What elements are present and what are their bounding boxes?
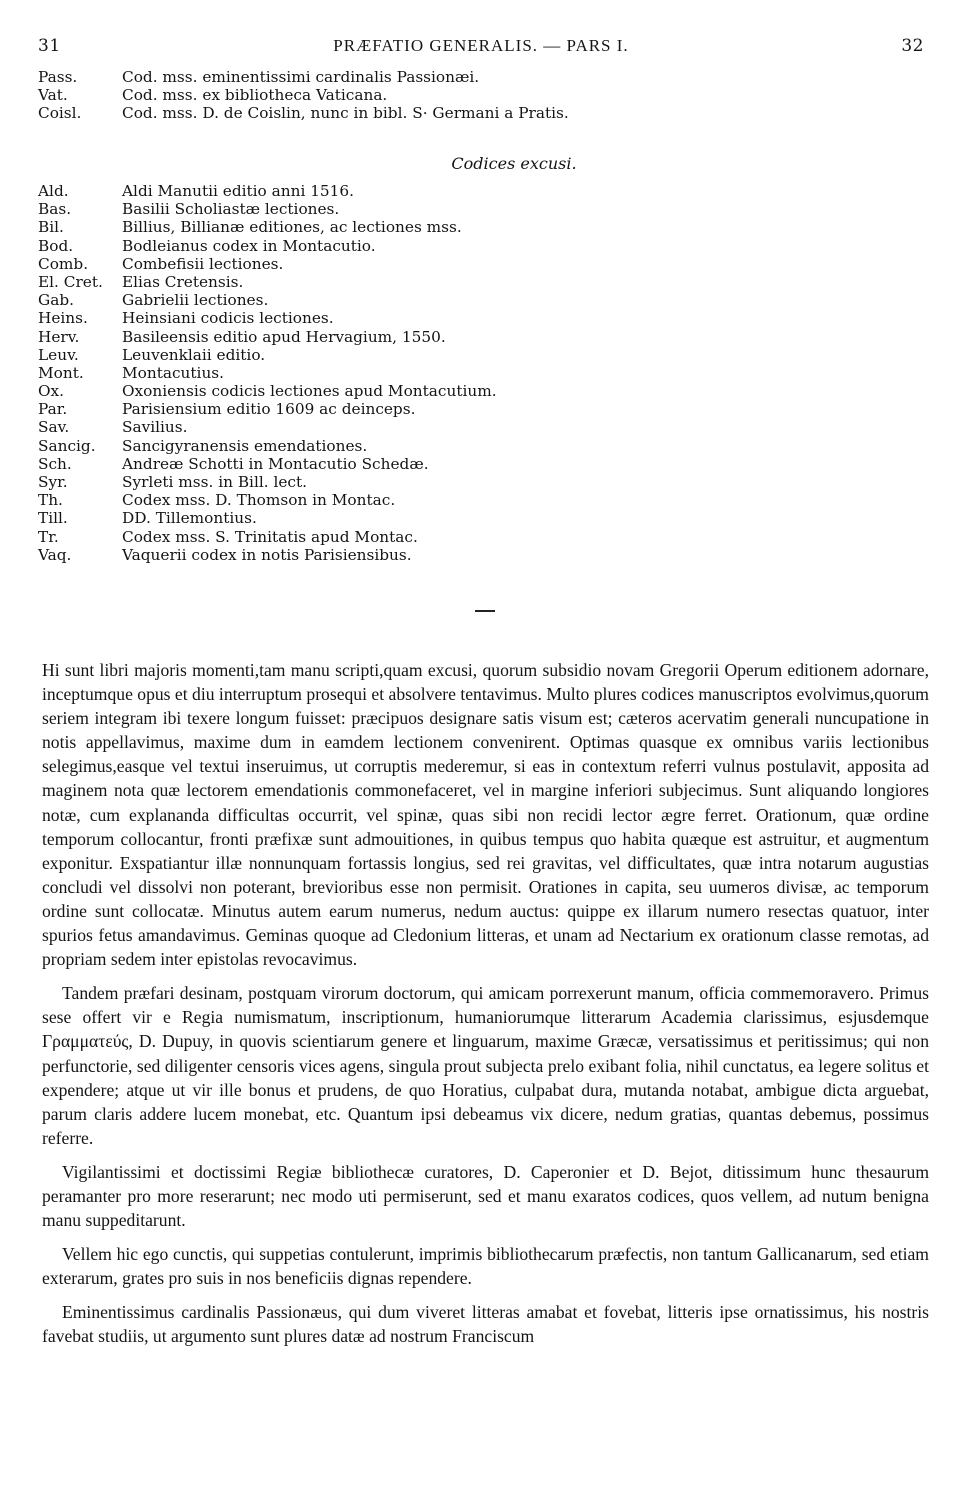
- siglum-description: Syrleti mss. in Bill. lect.: [122, 473, 307, 491]
- siglum-entry: [38, 273, 758, 291]
- siglum-entry: [38, 86, 758, 104]
- preface-body: [42, 658, 929, 1359]
- running-header: [38, 36, 924, 58]
- siglum-entry: [38, 237, 758, 255]
- siglum-abbreviation: Bod.: [38, 236, 74, 255]
- siglum-abbreviation: Comb.: [38, 254, 89, 273]
- siglum-entry: [38, 328, 758, 346]
- siglum-entry: [38, 546, 758, 564]
- body-paragraph: Vigilantissimi et doctissimi Regiæ bibliothecæ curatores, D. Caperonier et D. Bejot, ditissimum hunc thesaurum peramanter pro more reserarunt; nec modo uti permiserunt, sed et manu exaratos codices, quos vellem, ad nutum benigna manu suppeditarunt.: [42, 1161, 929, 1231]
- siglum-abbreviation: Pass.: [38, 68, 78, 86]
- siglum-abbreviation: Vat.: [38, 86, 68, 105]
- siglum-entry: [38, 382, 758, 400]
- siglum-abbreviation: Th.: [38, 491, 63, 510]
- siglum-abbreviation: Syr.: [38, 473, 68, 491]
- siglum-abbreviation: Till.: [38, 509, 68, 528]
- siglum-description: Cod. mss. ex bibliotheca Vaticana.: [122, 86, 388, 105]
- siglum-description: Montacutius.: [122, 363, 225, 382]
- siglum-description: Elias Cretensis.: [122, 272, 244, 291]
- siglum-entry: [38, 455, 758, 473]
- body-paragraph: Vellem hic ego cunctis, qui suppetias contulerunt, imprimis bibliothecarum præfectis, non tantum Gallicanarum, sed etiam exterarum, grates pro suis in nos beneficiis dignas rependere.: [42, 1244, 929, 1289]
- siglum-entry: [38, 68, 758, 86]
- siglum-entry: [38, 309, 758, 327]
- siglum-entry: [38, 364, 758, 382]
- siglum-entry: [38, 291, 758, 309]
- siglum-description: Savilius.: [122, 418, 188, 437]
- printed-sigla-list: [38, 182, 758, 564]
- siglum-abbreviation: Sav.: [38, 418, 70, 437]
- siglum-abbreviation: Sch.: [38, 454, 72, 473]
- siglum-abbreviation: Bas.: [38, 200, 72, 219]
- siglum-abbreviation: Gab.: [38, 291, 74, 310]
- siglum-entry: [38, 346, 758, 364]
- siglum-abbreviation: Leuv.: [38, 345, 79, 364]
- printed-codices-heading: [0, 154, 968, 173]
- siglum-entry: [38, 418, 758, 436]
- siglum-description: Combefisii lectiones.: [122, 254, 284, 273]
- siglum-description: Cod. mss. D. de Coislin, nunc in bibl. S· Germani a Pratis.: [122, 104, 569, 123]
- section-divider: [475, 610, 495, 612]
- body-paragraph: Hi sunt libri majoris momenti,tam manu scripti,quam excusi, quorum subsidio novam Gregorii Operum editionem adornare, inceptumque opus et diu interruptum prosequi et absolvere tentavimus. Multo plures codices manuscriptos evolvimus,quorum seriem integram ibi texere longum fuisset: præcipuos designare satis visum est; cæteros acervatim generali nuncupatione in notis appellavimus, maxime dum in eamdem lectionem convenirent. Optimas quasque ex omnibus variis lectionibus selegimus,easque vel textui inseruimus, ut corruptis mederemur, si eas in contextum referri vulnus postulavit, apposita ad maginem nota quæ lectorem emendationis commonefaceret, vel in margine inferiori subjecimus. Sunt aliquando longiores notæ, cum explananda difficultas occurrit, vel spinæ, quas sibi non recidi lector ægre ferret. Orationum, quæ ordine temporum collocantur, fronti præfixæ sunt admouitiones, in quibus tempus quo habita quæque est astruitur, et augmentum exponitur. Exspatiantur illæ nonnunquam fortassis longius, sed rei gravitas, vel difficultates, quæ intra notarum augustias concludi vel dissolvi non poterant, brevioribus esse non permisit. Orationes in capita, seu uumeros divisæ, ac temporum ordine sunt collocatæ. Minutus autem earum numerus, nedum auctus: quippe ex illarum numero resectas quatuor, inter spurios fetus amandavimus. Geminas quoque ad Cledonium litteras, et unam ad Nectarium ex orationum classe remotas, ad propriam sedem inter epistolas revocavimus.: [42, 660, 929, 970]
- siglum-description: Parisiensium editio 1609 ac deinceps.: [122, 400, 416, 419]
- siglum-description: Andreæ Schotti in Montacutio Schedæ.: [122, 454, 429, 473]
- siglum-description: Bodleianus codex in Montacutio.: [122, 236, 376, 255]
- siglum-description: Heinsiani codicis lectiones.: [122, 309, 334, 328]
- siglum-description: Basileensis editio apud Hervagium, 1550.: [122, 327, 446, 346]
- siglum-description: Basilii Scholiastæ lectiones.: [122, 200, 340, 219]
- siglum-abbreviation: Mont.: [38, 363, 84, 382]
- siglum-entry: [38, 400, 758, 418]
- siglum-abbreviation: Par.: [38, 400, 68, 419]
- siglum-entry: [38, 182, 758, 200]
- siglum-abbreviation: Heins.: [38, 309, 88, 328]
- siglum-entry: [38, 473, 758, 491]
- siglum-abbreviation: El. Cret.: [38, 272, 103, 291]
- siglum-entry: [38, 437, 758, 455]
- siglum-abbreviation: Sancig.: [38, 436, 96, 455]
- body-paragraph: Tandem præfari desinam, postquam virorum doctorum, qui amicam porrexerunt manum, officia commemoravero. Primus sese offert vir e Regia numismatum, inscriptionum, humaniorumque litterarum Academia clarissimus, esjusdemque Γραμματεύς, D. Dupuy, in quovis scientiarum genere et linguarum, maxime Græcæ, versatissimus et peritissimus; qui non perfunctorie, sed diligenter censoris vices agens, singula prout subjecta prelo exibant folia, nihil cunctatus, ea legere solitus et expendere; atque ut vir ille bonus et prudens, de quo Horatius, culpabat dura, mutanda notabat, ambigue dicta arguebat, parum claris addere lucem monebat, etc. Quantum ipsi debeamus vix dicere, nedum gratias, quantas debemus, possimus referre.: [42, 983, 929, 1148]
- left-page-number: 31: [38, 36, 61, 56]
- siglum-abbreviation: Ox.: [38, 382, 65, 401]
- siglum-abbreviation: Coisl.: [38, 104, 82, 123]
- siglum-description: DD. Tillemontius.: [122, 509, 257, 528]
- right-page-number: 32: [901, 36, 924, 56]
- siglum-entry: [38, 218, 758, 236]
- siglum-entry: [38, 491, 758, 509]
- manuscript-sigla-list: [38, 68, 758, 123]
- siglum-entry: [38, 255, 758, 273]
- running-title: PRÆFATIO GENERALIS. — PARS I.: [333, 36, 629, 55]
- siglum-entry: [38, 509, 758, 527]
- siglum-description: Codex mss. D. Thomson in Montac.: [122, 491, 396, 510]
- siglum-entry: [38, 200, 758, 218]
- siglum-entry: [38, 104, 758, 122]
- siglum-abbreviation: Herv.: [38, 327, 80, 346]
- siglum-description: Oxoniensis codicis lectiones apud Montacutium.: [122, 382, 497, 401]
- siglum-description: Gabrielii lectiones.: [122, 291, 269, 310]
- siglum-abbreviation: Bil.: [38, 218, 64, 237]
- siglum-description: Billius, Billianæ editiones, ac lectiones mss.: [122, 218, 462, 237]
- body-paragraph: Eminentissimus cardinalis Passionæus, qui dum viveret litteras amabat et fovebat, litteris ipse ornatissimus, his nostris favebat studiis, ut argumento sunt plures datæ ad nostrum Franciscum: [42, 1302, 929, 1347]
- siglum-description: Cod. mss. eminentissimi cardinalis Passionæi.: [122, 68, 480, 86]
- siglum-description: Vaquerii codex in notis Parisiensibus.: [122, 545, 412, 564]
- siglum-abbreviation: Tr.: [38, 527, 59, 546]
- siglum-description: Codex mss. S. Trinitatis apud Montac.: [122, 527, 418, 546]
- siglum-abbreviation: Vaq.: [38, 545, 72, 564]
- siglum-description: Leuvenklaii editio.: [122, 345, 266, 364]
- siglum-abbreviation: Ald.: [38, 182, 69, 200]
- siglum-entry: [38, 528, 758, 546]
- siglum-description: Sancigyranensis emendationes.: [122, 436, 368, 455]
- printed-codices-heading-text: Codices excusi.: [451, 154, 577, 173]
- siglum-description: Aldi Manutii editio anni 1516.: [122, 182, 354, 200]
